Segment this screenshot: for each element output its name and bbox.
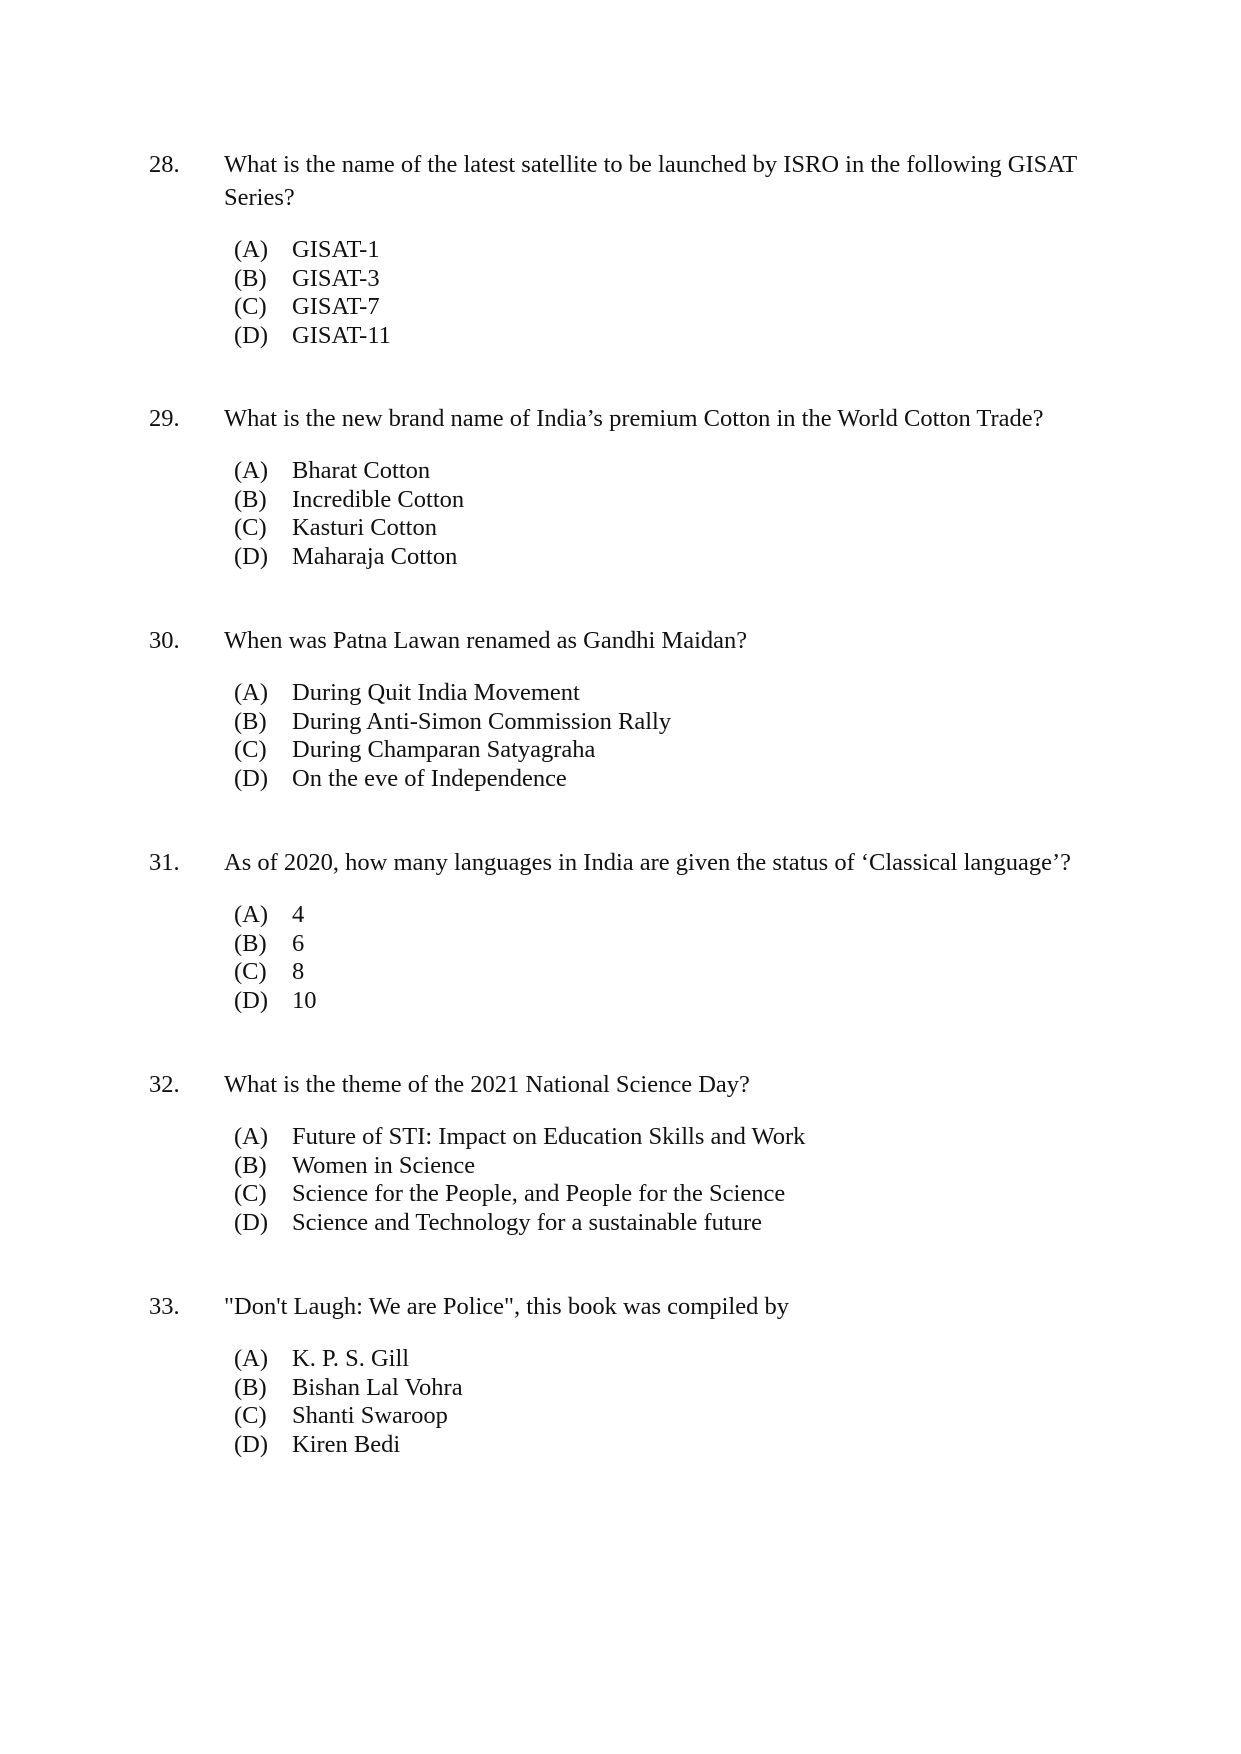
question-number: 31. <box>149 849 180 876</box>
question-number: 28. <box>149 151 180 178</box>
question-text: What is the name of the latest satellite to be launched by ISRO in the following GISAT Series? <box>224 151 1077 211</box>
option-text: During Quit India Movement <box>292 679 580 706</box>
option-key: (A) <box>234 457 269 484</box>
option-text: GISAT-1 <box>292 236 380 263</box>
option-text: Maharaja Cotton <box>292 543 458 571</box>
option-text: Future of STI: Impact on Education Skills and Work <box>292 1123 806 1150</box>
option-key: (B) <box>234 264 267 292</box>
option-text: Incredible Cotton <box>292 485 465 513</box>
option-key: (C) <box>234 958 267 986</box>
option-key: (D) <box>234 765 269 793</box>
option-text: 6 <box>292 929 305 957</box>
option-key: (C) <box>234 1402 267 1430</box>
option-key: (C) <box>234 736 267 764</box>
option-text: K. P. S. Gill <box>292 1345 410 1372</box>
option-text: 10 <box>292 987 317 1015</box>
option-text: During Anti-Simon Commission Rally <box>292 707 672 735</box>
question-text: What is the theme of the 2021 National Science Day? <box>224 1071 750 1098</box>
option-text: Kasturi Cotton <box>292 514 437 542</box>
question-text: What is the new brand name of India’s premium Cotton in the World Cotton Trade? <box>224 405 1044 432</box>
question-text: "Don't Laugh: We are Police", this book was compiled by <box>224 1293 789 1320</box>
option-key: (D) <box>234 1431 269 1459</box>
option-text: Women in Science <box>292 1151 476 1179</box>
option-text: Bharat Cotton <box>292 457 431 484</box>
option-text: GISAT-3 <box>292 264 380 292</box>
option-key: (B) <box>234 1373 267 1401</box>
question-text: As of 2020, how many languages in India are given the status of ‘Classical language’? <box>224 849 1072 876</box>
question-number: 33. <box>149 1293 180 1320</box>
option-key: (C) <box>234 1180 267 1208</box>
option-text: Shanti Swaroop <box>292 1402 448 1430</box>
option-key: (D) <box>234 322 269 350</box>
option-key: (D) <box>234 543 269 571</box>
option-key: (B) <box>234 707 267 735</box>
option-key: (B) <box>234 485 267 513</box>
option-text: Science for the People, and People for the Science <box>292 1180 786 1208</box>
option-key: (B) <box>234 929 267 957</box>
option-text: During Champaran Satyagraha <box>292 736 596 764</box>
option-key: (A) <box>234 236 269 263</box>
option-key: (C) <box>234 293 267 321</box>
question-number: 29. <box>149 405 180 432</box>
option-text: Bishan Lal Vohra <box>292 1373 463 1401</box>
option-text: On the eve of Independence <box>292 765 567 793</box>
option-text: Science and Technology for a sustainable future <box>292 1209 762 1237</box>
option-text: 8 <box>292 958 305 986</box>
option-key: (A) <box>234 1345 269 1372</box>
option-text: GISAT-11 <box>292 322 391 350</box>
option-text: GISAT-7 <box>292 293 380 321</box>
option-text: 4 <box>292 901 305 928</box>
option-key: (A) <box>234 679 269 706</box>
question-number: 32. <box>149 1071 180 1098</box>
question-number: 30. <box>149 627 180 654</box>
option-text: Kiren Bedi <box>292 1431 401 1459</box>
option-key: (A) <box>234 1123 269 1150</box>
option-key: (D) <box>234 1209 269 1237</box>
option-key: (C) <box>234 514 267 542</box>
option-key: (A) <box>234 901 269 928</box>
option-key: (D) <box>234 987 269 1015</box>
option-key: (B) <box>234 1151 267 1179</box>
question-text: When was Patna Lawan renamed as Gandhi Maidan? <box>224 627 748 654</box>
